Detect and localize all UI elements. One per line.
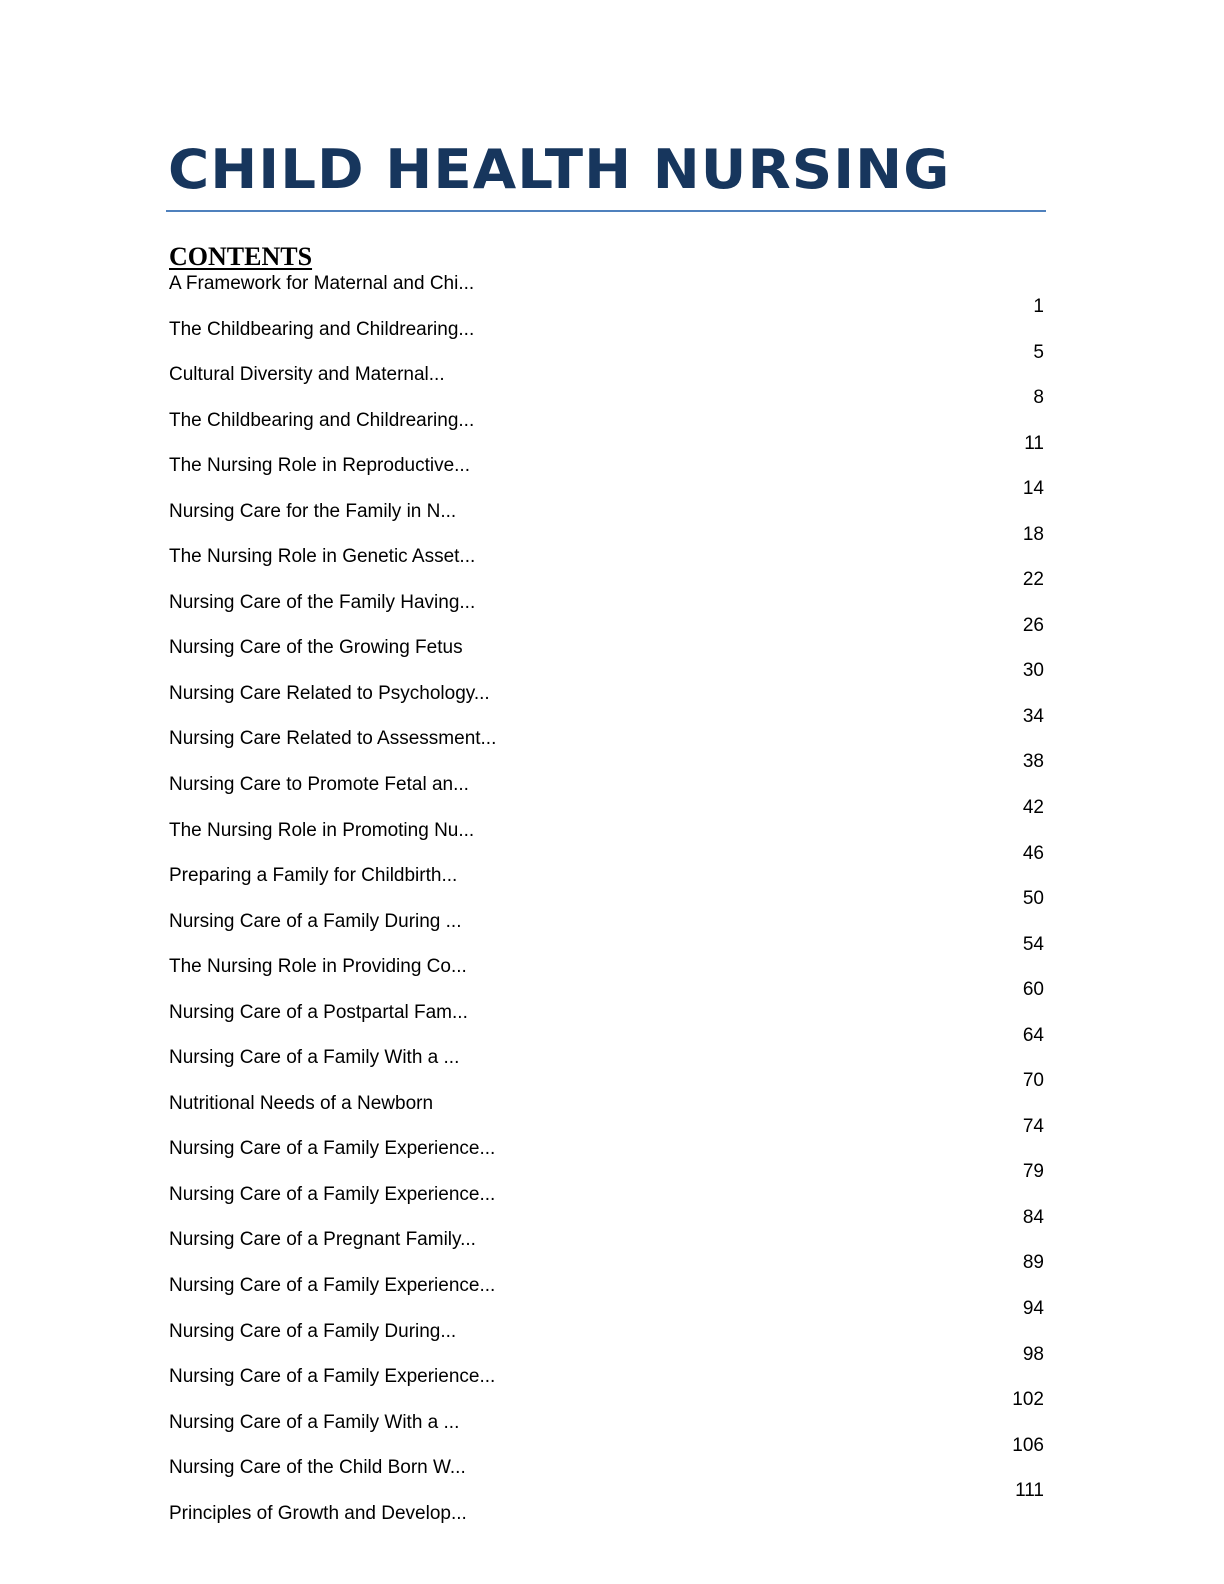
toc-entry-title[interactable]: Nursing Care of a Family Experience...	[169, 1138, 496, 1160]
toc-entry-page: 50	[1022, 888, 1044, 910]
toc-entry-page: 98	[1022, 1343, 1044, 1365]
toc-entry-page: 111	[1015, 1480, 1044, 1502]
toc-entry[interactable]	[168, 1319, 1046, 1365]
toc-entry[interactable]	[168, 726, 1046, 772]
toc-entry-page: 26	[1022, 614, 1044, 636]
toc-entry[interactable]	[168, 1455, 1046, 1501]
toc-entry-title[interactable]: Nursing Care of a Postpartal Fam...	[169, 1001, 468, 1023]
toc-entry-title[interactable]: Nursing Care of a Family With a ...	[169, 1047, 460, 1069]
toc-entry[interactable]	[168, 453, 1046, 499]
toc-entry[interactable]	[168, 1364, 1046, 1410]
toc-entry-page: 84	[1022, 1206, 1044, 1228]
toc-entry[interactable]	[168, 1000, 1046, 1046]
title-underline-rule	[166, 210, 1046, 212]
toc-entry-title[interactable]: A Framework for Maternal and Chi...	[169, 273, 475, 294]
toc-entry-page: 34	[1022, 705, 1044, 727]
toc-entry-page: 1	[1033, 296, 1044, 317]
toc-entry-title[interactable]: Nursing Care of a Family During...	[169, 1320, 457, 1342]
toc-entry-page: 60	[1022, 979, 1044, 1001]
toc-entry-page: 94	[1022, 1298, 1044, 1320]
toc-entry[interactable]	[168, 362, 1046, 408]
toc-entry[interactable]	[168, 1501, 1046, 1547]
toc-entry-title[interactable]: The Nursing Role in Genetic Asset...	[169, 546, 476, 568]
toc-entry-page: 5	[1033, 341, 1044, 363]
toc-entry-title[interactable]: Nursing Care of a Family Experience...	[169, 1183, 496, 1205]
toc-entry-title[interactable]: Nursing Care Related to Assessment...	[169, 728, 497, 750]
toc-entry-title[interactable]: Nursing Care of a Family During ...	[169, 910, 462, 932]
toc-entry-title[interactable]: Preparing a Family for Childbirth...	[169, 865, 458, 887]
toc-entry[interactable]	[168, 271, 1046, 317]
toc-entry-page: 11	[1024, 432, 1044, 454]
toc-entry[interactable]	[168, 635, 1046, 681]
toc-entry-page: 79	[1022, 1161, 1044, 1183]
toc-entry-title[interactable]: Nursing Care of a Family With a ...	[169, 1411, 460, 1433]
toc-entry-title[interactable]: Nursing Care of the Family Having...	[169, 591, 476, 613]
toc-entry-page: 18	[1022, 523, 1044, 545]
toc-entry-title[interactable]: Nursing Care of the Child Born W...	[169, 1457, 466, 1479]
toc-entry-title[interactable]: The Nursing Role in Promoting Nu...	[169, 819, 475, 841]
toc-entry-page: 70	[1022, 1070, 1044, 1092]
toc-entry[interactable]	[168, 1136, 1046, 1182]
toc-entry[interactable]	[168, 863, 1046, 909]
toc-entry-page: 46	[1022, 842, 1044, 864]
toc-entry-title[interactable]: Nursing Care Related to Psychology...	[169, 682, 490, 704]
toc-entry-title[interactable]: Nursing Care of a Pregnant Family...	[169, 1229, 476, 1251]
toc-entry-page: 54	[1022, 933, 1044, 955]
toc-entry[interactable]	[168, 317, 1046, 363]
toc-entry-page: 22	[1022, 569, 1044, 591]
toc-entry-page: 74	[1022, 1115, 1044, 1137]
toc-entry[interactable]	[168, 1227, 1046, 1273]
toc-entry[interactable]	[168, 772, 1046, 818]
toc-entry-page: 106	[1012, 1434, 1044, 1456]
toc-entry[interactable]	[168, 1410, 1046, 1456]
toc-entry-page: 14	[1022, 478, 1044, 500]
toc-entry-title[interactable]: Nutritional Needs of a Newborn	[169, 1092, 434, 1114]
toc-entry-page: 102	[1012, 1389, 1044, 1411]
toc-entry-title[interactable]: Principles of Growth and Develop...	[169, 1502, 467, 1524]
toc-entry-page: 64	[1022, 1024, 1044, 1046]
toc-entry-title[interactable]: Nursing Care of the Growing Fetus	[169, 637, 463, 659]
toc-entry-title[interactable]: Nursing Care for the Family in N...	[169, 500, 457, 522]
toc-entry[interactable]	[168, 1091, 1046, 1137]
toc-entry-page: 38	[1022, 751, 1044, 773]
toc-entry[interactable]	[168, 1045, 1046, 1091]
toc-entry[interactable]	[168, 544, 1046, 590]
toc-entry-title[interactable]: The Childbearing and Childrearing...	[169, 318, 475, 340]
toc-entry[interactable]	[168, 818, 1046, 864]
toc-entry[interactable]	[168, 1273, 1046, 1319]
toc-entry[interactable]	[168, 408, 1046, 454]
toc-entry[interactable]	[168, 1182, 1046, 1228]
toc-entry-title[interactable]: Nursing Care to Promote Fetal an...	[169, 774, 469, 796]
toc-entry-title[interactable]: Cultural Diversity and Maternal...	[169, 364, 445, 386]
toc-entry-page: 8	[1033, 387, 1044, 409]
toc-entry-title[interactable]: The Nursing Role in Reproductive...	[169, 455, 470, 477]
table-of-contents	[168, 271, 1046, 1546]
toc-entry-page: 42	[1022, 797, 1044, 819]
toc-entry-title[interactable]: The Nursing Role in Providing Co...	[169, 956, 467, 978]
toc-entry[interactable]	[168, 909, 1046, 955]
toc-entry-page: 89	[1022, 1252, 1044, 1274]
toc-entry-page: 30	[1022, 660, 1044, 682]
toc-entry-title[interactable]: Nursing Care of a Family Experience...	[169, 1366, 496, 1388]
toc-entry[interactable]	[168, 954, 1046, 1000]
document-title: CHILD HEALTH NURSING	[168, 138, 951, 201]
toc-entry[interactable]	[168, 590, 1046, 636]
toc-entry[interactable]	[168, 681, 1046, 727]
contents-heading: CONTENTS	[169, 242, 313, 271]
toc-entry[interactable]	[168, 499, 1046, 545]
toc-entry-title[interactable]: Nursing Care of a Family Experience...	[169, 1275, 496, 1297]
toc-entry-title[interactable]: The Childbearing and Childrearing...	[169, 409, 475, 431]
